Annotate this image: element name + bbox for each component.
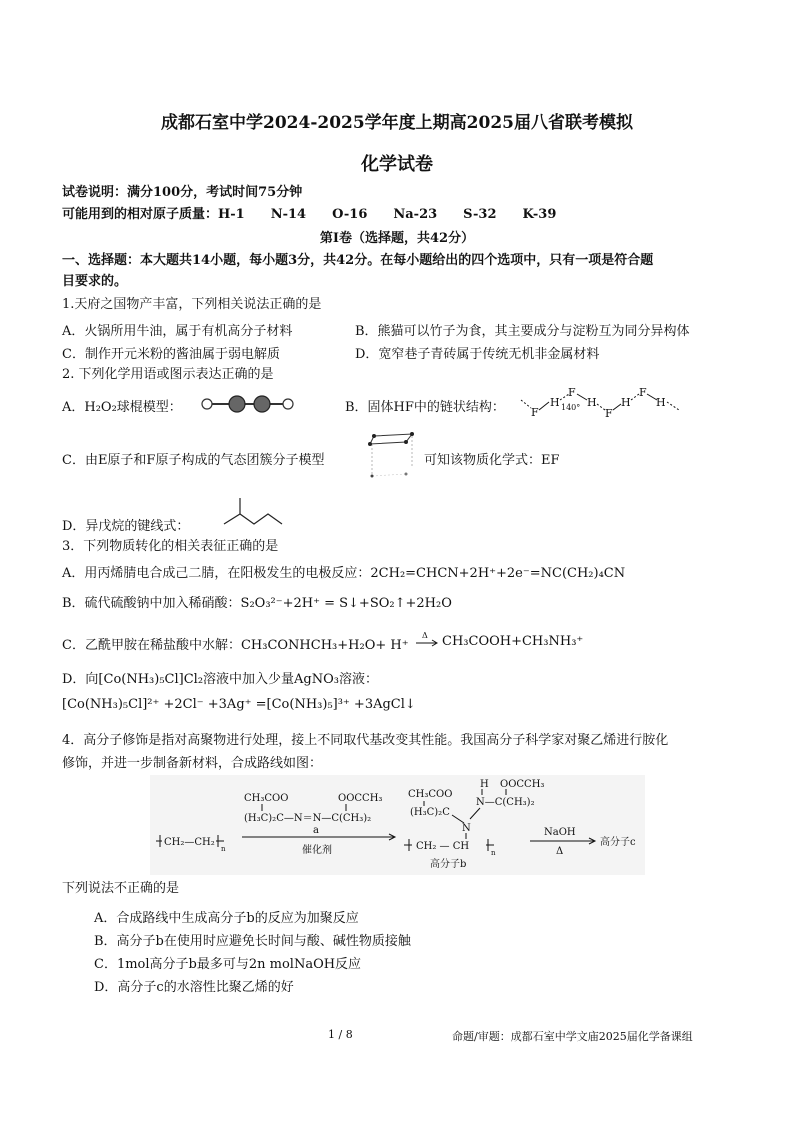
q4-stem-2: 修饰，并进一步制备新材料，合成路线如图：	[62, 756, 323, 771]
b-nitrogen: N	[462, 823, 471, 834]
svg-text:F: F	[639, 386, 647, 399]
q2-stem: 2. 下列化学用语或图示表达正确的是	[62, 367, 274, 382]
q2-option-c-pre: C．由E原子和F原子构成的气态团簇分子模型	[62, 453, 325, 468]
polymer-c-label: 高分子c	[600, 837, 636, 848]
svg-text:F: F	[605, 407, 613, 420]
q2-option-b: B．固体HF中的链状结构：	[345, 400, 505, 415]
b-acetate-right: OOCCH₃	[500, 779, 545, 790]
reagent-left-group: CH₃COO	[244, 793, 289, 804]
section-instruction-1: 一、选择题：本大题共14小题，每小题3分，共42分。在每小题给出的四个选项中，只有一项是符合题	[62, 253, 654, 268]
q3-option-c-pre: C．乙酰甲胺在稀盐酸中水解：CH₃CONHCH₃+H₂O+ H⁺	[62, 638, 409, 653]
reagent-main: (H₃C)₂C—N＝N—C(CH₃)₂	[244, 813, 372, 824]
b-dimethyl-carbon: (H₃C)₂C	[410, 807, 450, 818]
polyethylene-n: n	[221, 845, 226, 853]
q1-stem: 1.天府之国物产丰富，下列相关说法正确的是	[62, 297, 322, 312]
q4-option-a: A．合成路线中生成高分子b的反应为加聚反应	[94, 911, 359, 926]
section-instruction-2: 目要求的。	[62, 274, 128, 289]
reagent-right-group: OOCCH₃	[338, 793, 383, 804]
naoh-label: NaOH	[544, 827, 576, 838]
reagent-a-label: a	[313, 825, 319, 836]
q2-option-c-post: 可知该物质化学式：EF	[424, 453, 560, 468]
q3-stem: 3．下列物质转化的相关表征正确的是	[62, 539, 279, 554]
h2o2-ball-stick-model	[198, 392, 298, 416]
exam-subject: 化学试卷	[361, 154, 433, 175]
footer-credit: 命题/审题：成都石室中学文庙2025届化学备课组	[452, 1030, 693, 1043]
atomic-masses: 可能用到的相对原子质量：H-1 N-14 O-16 Na-23 S-32 K-39	[62, 207, 557, 222]
q3-option-a: A．用丙烯腈电合成己二腈，在阳极发生的电极反应：2CH₂=CHCN+2H⁺+2e⁻=NC(CH₂)₄CN	[62, 566, 626, 581]
q3-option-c-post: CH₃COOH+CH₃NH₃⁺	[442, 634, 584, 649]
q4-stem-1: 4．高分子修饰是指对高聚物进行处理，接上不同取代基改变其性能。我国高分子科学家对聚乙烯进行胺化	[62, 733, 669, 748]
isopentane-skeletal-formula	[220, 496, 286, 530]
q1-option-c: C．制作开元米粉的酱油属于弱电解质	[62, 347, 280, 362]
q2-option-d: D．异戊烷的键线式：	[62, 519, 190, 534]
b-n-subscript: n	[491, 849, 496, 857]
polyethylene-label: CH₂—CH₂	[164, 837, 215, 848]
synthesis-route-scheme	[150, 775, 645, 875]
catalyst-label: 催化剂	[302, 845, 332, 856]
svg-text:H: H	[587, 396, 597, 409]
svg-text:H: H	[621, 396, 631, 409]
polymer-b-label: 高分子b	[430, 859, 467, 870]
b-backbone: CH₂ — CH	[416, 841, 470, 852]
q1-option-b: B．熊猫可以竹子为食，其主要成分与淀粉互为同分异构体	[355, 324, 690, 339]
q2-option-a: A．H₂O₂球棍模型：	[62, 400, 182, 415]
hf-chain-structure	[517, 380, 692, 422]
exam-title: 成都石室中学2024-2025学年度上期高2025届八省联考模拟	[161, 113, 633, 133]
naoh-heat-label: Δ	[556, 846, 564, 857]
cluster-molecule-model	[366, 428, 422, 484]
b-amine-group: N—C(CH₃)₂	[476, 797, 535, 808]
q3-option-d: D．向[Co(NH₃)₅Cl]Cl₂溶液中加入少量AgNO₃溶液：	[62, 672, 378, 687]
q3-option-d-equation: [Co(NH₃)₅Cl]²⁺ +2Cl⁻ +3Ag⁺ =[Co(NH₃)₅]³⁺ +3AgCl↓	[62, 697, 416, 712]
q1-option-a: A．火锅所用牛油，属于有机高分子材料	[62, 324, 293, 339]
q4-option-d: D．高分子c的水溶性比聚乙烯的好	[94, 980, 294, 995]
svg-text:F: F	[531, 406, 539, 419]
b-acetate-left: CH₃COO	[408, 789, 453, 800]
q4-option-c: C．1mol高分子b最多可与2n molNaOH反应	[94, 957, 362, 972]
heat-symbol: Δ	[422, 631, 428, 640]
hf-bond-angle: 140°	[561, 403, 581, 412]
svg-text:H: H	[656, 396, 666, 409]
q1-option-d: D．宽窄巷子青砖属于传统无机非金属材料	[355, 347, 600, 362]
section-heading: 第Ⅰ卷（选择题，共42分）	[319, 231, 475, 246]
heat-arrow-icon	[414, 630, 440, 650]
svg-text:H: H	[550, 396, 560, 409]
svg-text:F: F	[568, 386, 576, 399]
q4-question: 下列说法不正确的是	[62, 881, 180, 896]
b-h-atom: H	[480, 779, 489, 790]
q4-option-b: B．高分子b在使用时应避免长时间与酸、碱性物质接触	[94, 934, 411, 949]
page-number: 1 / 8	[328, 1028, 353, 1041]
exam-note: 试卷说明：满分100分，考试时间75分钟	[62, 185, 303, 200]
q3-option-b: B．硫代硫酸钠中加入稀硝酸：S₂O₃²⁻+2H⁺ = S↓+SO₂↑+2H₂O	[62, 596, 452, 611]
